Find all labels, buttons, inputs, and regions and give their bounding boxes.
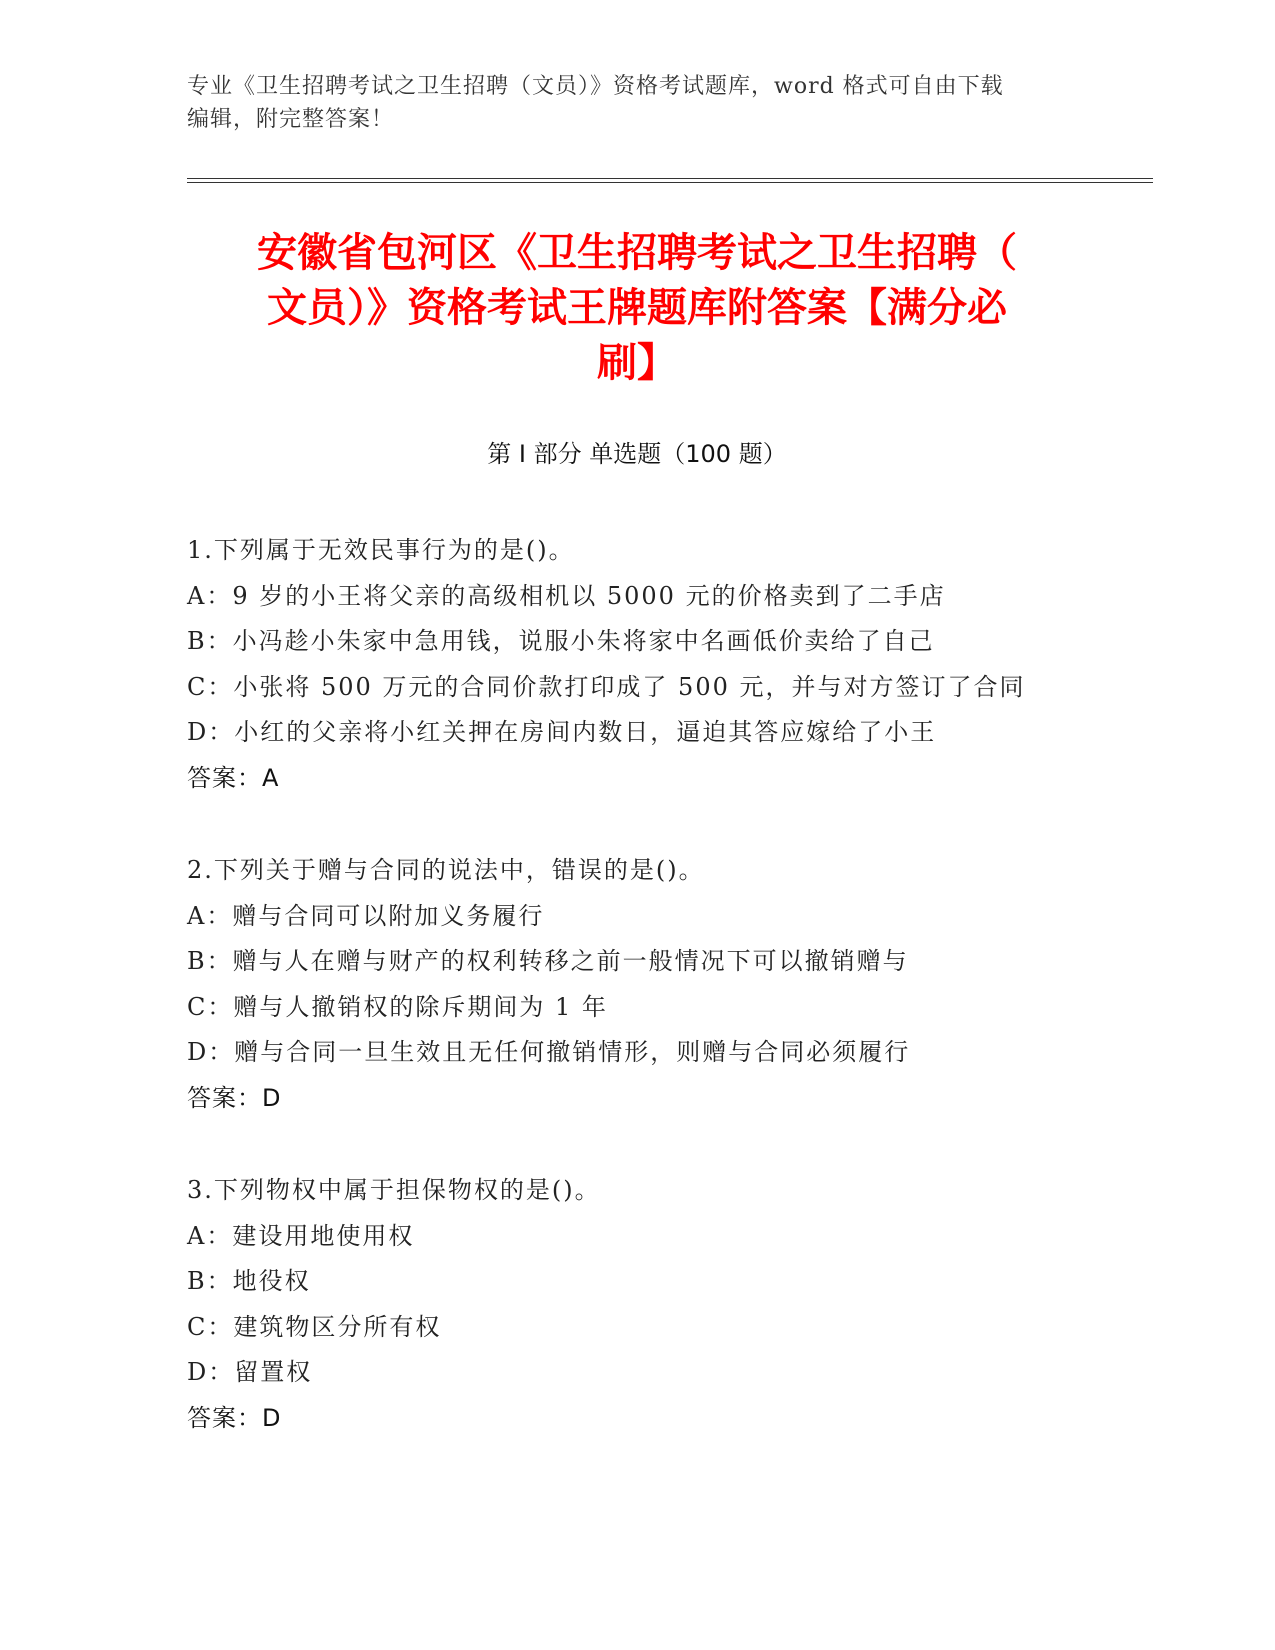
header-divider-bottom [187,182,1153,183]
option-d: D：赠与合同一旦生效且无任何撤销情形，则赠与合同必须履行 [187,1038,911,1066]
option-c: C：赠与人撤销权的除斥期间为 1 年 [187,992,608,1021]
header-note-line-2: 编辑，附完整答案！ [187,107,395,132]
option-b: B：赠与人在赠与财产的权利转移之前一般情况下可以撤销赠与 [187,947,909,975]
question-block [187,528,1127,801]
header-divider-top [187,178,1153,179]
option-a: A：赠与合同可以附加义务履行 [187,901,545,930]
question-stem: 2.下列关于赠与合同的说法中，错误的是()。 [187,856,705,884]
document-title [187,226,1087,391]
question-stem: 3.下列物权中属于担保物权的是()。 [187,1176,601,1204]
header-note [187,70,1087,136]
document-title-line-3: 刷】 [597,340,677,386]
option-d: D：留置权 [187,1358,313,1386]
question-stem: 1.下列属于无效民事行为的是()。 [187,536,575,564]
header-note-line-1: 专业《卫生招聘考试之卫生招聘（文员）》资格考试题库，word 格式可自由下载 [187,74,1004,99]
document-title-line-1: 安徽省包河区《卫生招聘考试之卫生招聘（ [257,230,1017,276]
option-b: B：小冯趁小朱家中急用钱，说服小朱将家中名画低价卖给了自己 [187,627,935,655]
answer-line: 答案：D [187,1403,282,1432]
option-c: C：小张将 500 万元的合同价款打印成了 500 元，并与对方签订了合同 [187,672,1026,701]
answer-line: 答案：D [187,1083,282,1112]
question-block [187,848,1127,1121]
option-d: D：小红的父亲将小红关押在房间内数日，逼迫其答应嫁给了小王 [187,718,937,746]
question-block [187,1168,1127,1441]
answer-line: 答案：A [187,763,280,792]
option-b: B：地役权 [187,1267,311,1295]
option-a: A：建设用地使用权 [187,1221,415,1250]
option-c: C：建筑物区分所有权 [187,1312,442,1341]
document-title-line-2: 文员）》资格考试王牌题库附答案【满分必 [267,285,1007,331]
option-a: A：9 岁的小王将父亲的高级相机以 5000 元的价格卖到了二手店 [187,581,946,610]
section-title: 第 I 部分 单选题（100 题） [487,440,787,468]
